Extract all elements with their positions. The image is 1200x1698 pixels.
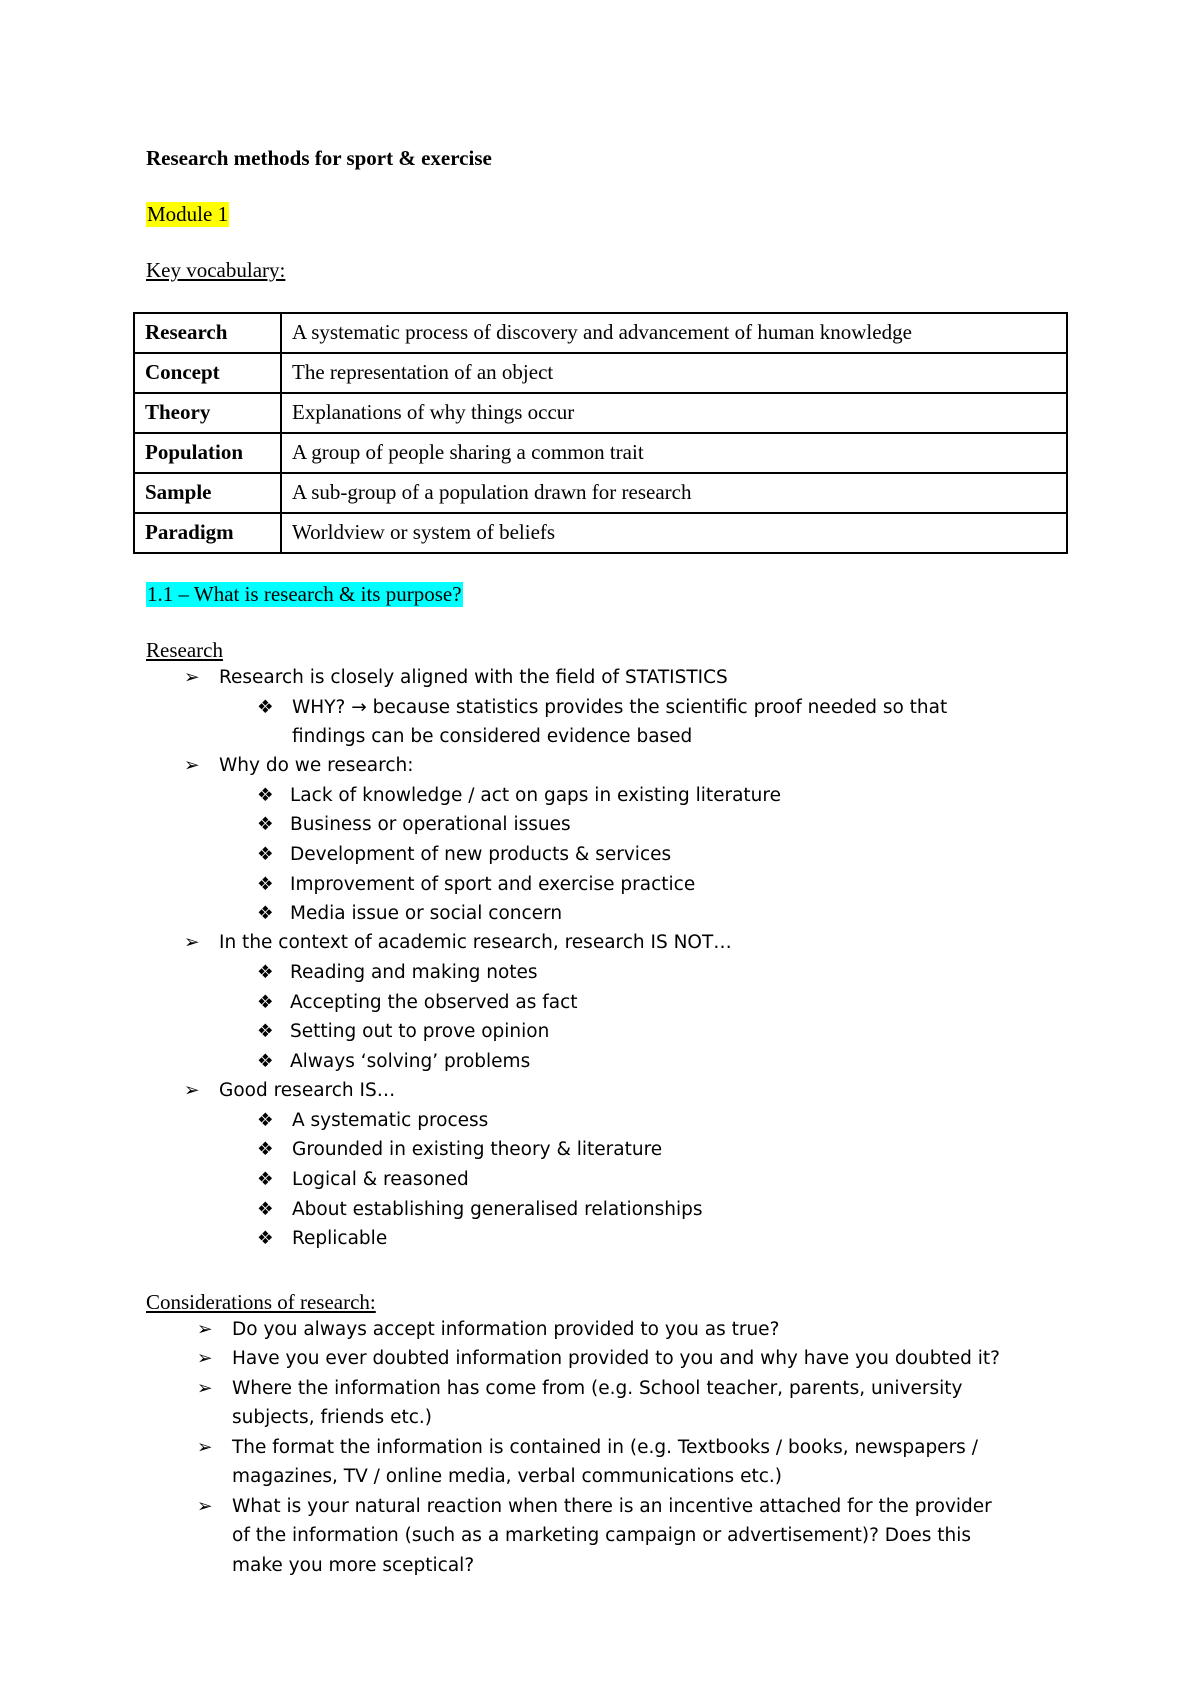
list-item: Research is closely aligned with the field of STATISTICS xyxy=(219,667,728,688)
list-item: Business or operational issues xyxy=(290,814,571,835)
section-heading-1-1: 1.1 – What is research & its purpose? xyxy=(147,582,462,606)
diamond-bullet-icon: ❖ xyxy=(257,1051,274,1072)
diamond-bullet-icon: ❖ xyxy=(257,1139,274,1160)
vocab-definition: A group of people sharing a common trait xyxy=(281,433,1067,473)
vocab-term: Research xyxy=(134,313,281,353)
diamond-bullet-icon: ❖ xyxy=(257,962,274,983)
list-item: Where the information has come from (e.g. School teacher, parents, university xyxy=(232,1378,963,1399)
diamond-bullet-icon: ❖ xyxy=(257,697,274,718)
list-item-continuation: make you more sceptical? xyxy=(232,1555,475,1576)
vocab-definition: Explanations of why things occur xyxy=(281,393,1067,433)
table-row xyxy=(134,473,1067,513)
list-item: Setting out to prove opinion xyxy=(290,1021,550,1042)
list-item: About establishing generalised relationships xyxy=(292,1199,703,1220)
list-item-continuation: findings can be considered evidence based xyxy=(292,726,693,747)
list-item: Improvement of sport and exercise practice xyxy=(290,874,696,895)
vocab-definition: A systematic process of discovery and advancement of human knowledge xyxy=(281,313,1067,353)
table-row xyxy=(134,313,1067,353)
diamond-bullet-icon: ❖ xyxy=(257,992,274,1013)
vocabulary-table xyxy=(133,312,1068,554)
list-item: Why do we research: xyxy=(219,755,414,776)
list-item: The format the information is contained in (e.g. Textbooks / books, newspapers / xyxy=(232,1437,978,1458)
table-row xyxy=(134,393,1067,433)
arrow-bullet-icon: ➢ xyxy=(197,1348,213,1369)
diamond-bullet-icon: ❖ xyxy=(257,844,274,865)
diamond-bullet-icon: ❖ xyxy=(257,814,274,835)
list-item: Have you ever doubted information provided to you and why have you doubted it? xyxy=(232,1348,1000,1369)
diamond-bullet-icon: ❖ xyxy=(257,1199,274,1220)
document-title: Research methods for sport & exercise xyxy=(146,146,492,170)
arrow-bullet-icon: ➢ xyxy=(184,932,200,953)
arrow-bullet-icon: ➢ xyxy=(197,1496,213,1517)
research-heading: Research xyxy=(146,638,223,662)
arrow-bullet-icon: ➢ xyxy=(184,755,200,776)
why-prefix: WHY? xyxy=(292,697,352,718)
diamond-bullet-icon: ❖ xyxy=(257,1169,274,1190)
key-vocabulary-heading: Key vocabulary: xyxy=(146,258,286,282)
list-item-continuation: subjects, friends etc.) xyxy=(232,1407,432,1428)
diamond-bullet-icon: ❖ xyxy=(257,785,274,806)
vocab-definition: Worldview or system of beliefs xyxy=(281,513,1067,553)
vocab-term: Paradigm xyxy=(134,513,281,553)
arrow-bullet-icon: ➢ xyxy=(184,1080,200,1101)
table-row xyxy=(134,353,1067,393)
vocab-term: Population xyxy=(134,433,281,473)
table-row xyxy=(134,513,1067,553)
list-item: Do you always accept information provided to you as true? xyxy=(232,1319,780,1340)
vocab-definition: The representation of an object xyxy=(281,353,1067,393)
list-item: Good research IS… xyxy=(219,1080,396,1101)
list-item: Grounded in existing theory & literature xyxy=(292,1139,663,1160)
list-item: In the context of academic research, research IS NOT… xyxy=(219,932,732,953)
considerations-heading: Considerations of research: xyxy=(146,1290,376,1314)
vocab-term: Sample xyxy=(134,473,281,513)
why-text: because statistics provides the scientific proof needed so that xyxy=(366,697,948,718)
right-arrow-icon: → xyxy=(351,697,367,718)
list-item: Always ‘solving’ problems xyxy=(290,1051,531,1072)
list-item: A systematic process xyxy=(292,1110,489,1131)
list-item xyxy=(292,694,947,722)
arrow-bullet-icon: ➢ xyxy=(184,667,200,688)
list-item-continuation: of the information (such as a marketing campaign or advertisement)? Does this xyxy=(232,1525,972,1546)
diamond-bullet-icon: ❖ xyxy=(257,1228,274,1249)
vocab-definition: A sub-group of a population drawn for research xyxy=(281,473,1067,513)
list-item: Lack of knowledge / act on gaps in existing literature xyxy=(290,785,781,806)
arrow-bullet-icon: ➢ xyxy=(197,1378,213,1399)
list-item: Reading and making notes xyxy=(290,962,538,983)
list-item: Media issue or social concern xyxy=(290,903,563,924)
list-item: What is your natural reaction when there is an incentive attached for the provider xyxy=(232,1496,992,1517)
module-label: Module 1 xyxy=(147,202,229,226)
diamond-bullet-icon: ❖ xyxy=(257,903,274,924)
arrow-bullet-icon: ➢ xyxy=(197,1319,213,1340)
table-row xyxy=(134,433,1067,473)
list-item: Development of new products & services xyxy=(290,844,672,865)
list-item: Logical & reasoned xyxy=(292,1169,469,1190)
vocab-term: Theory xyxy=(134,393,281,433)
arrow-bullet-icon: ➢ xyxy=(197,1437,213,1458)
list-item: Replicable xyxy=(292,1228,388,1249)
diamond-bullet-icon: ❖ xyxy=(257,1110,274,1131)
diamond-bullet-icon: ❖ xyxy=(257,1021,274,1042)
diamond-bullet-icon: ❖ xyxy=(257,874,274,895)
vocab-term: Concept xyxy=(134,353,281,393)
list-item: Accepting the observed as fact xyxy=(290,992,578,1013)
list-item-continuation: magazines, TV / online media, verbal communications etc.) xyxy=(232,1466,782,1487)
